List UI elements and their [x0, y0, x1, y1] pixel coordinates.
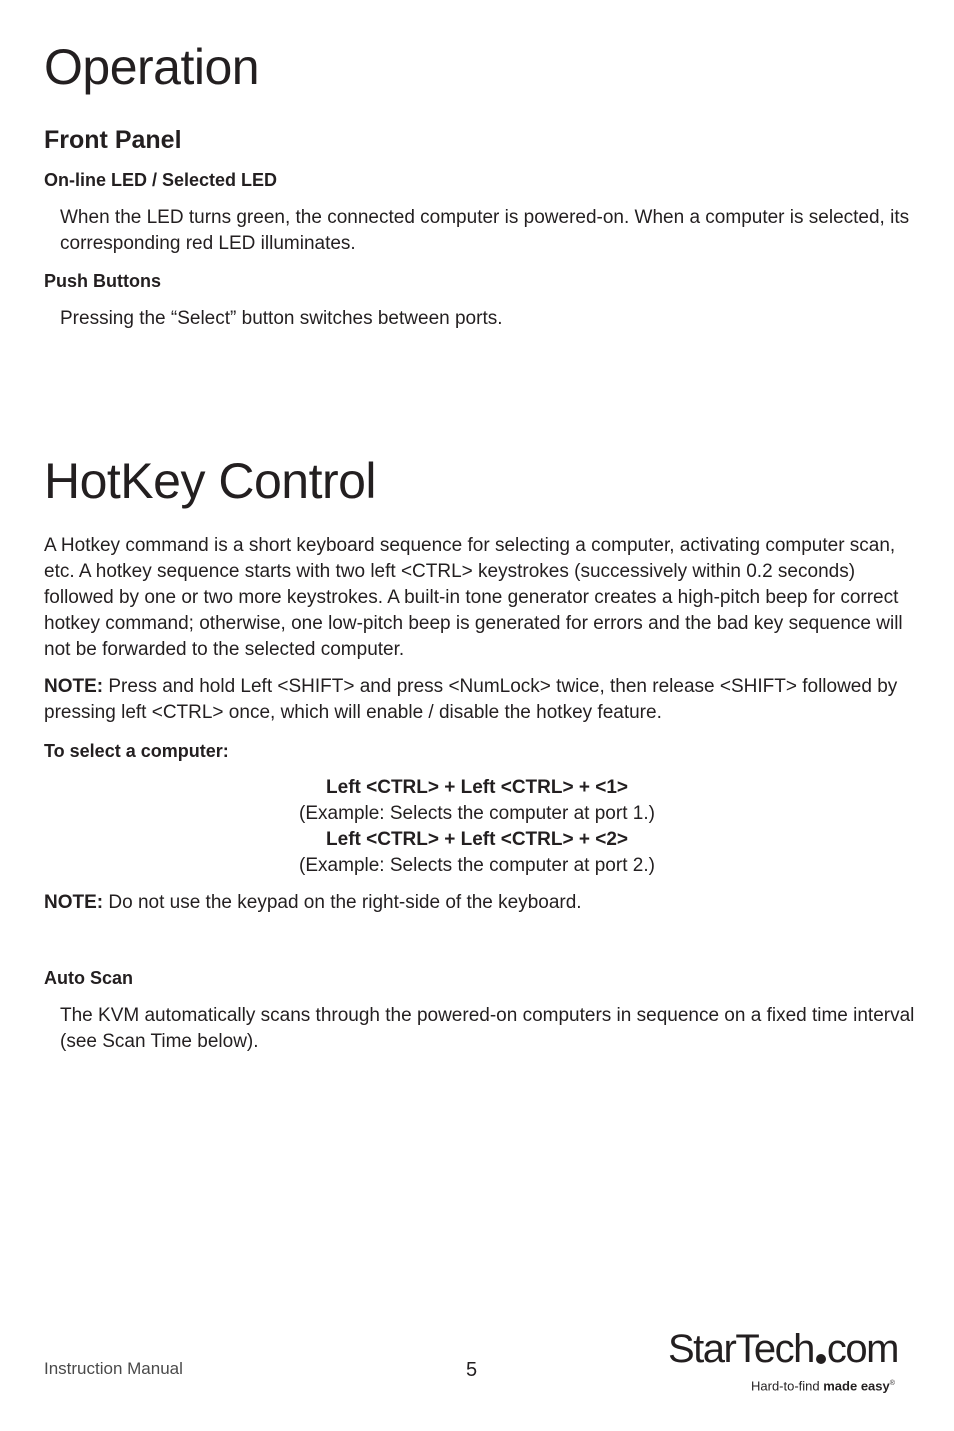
front-panel-heading: Front Panel — [44, 126, 182, 154]
page-number: 5 — [466, 1359, 478, 1381]
hotkey-note-paragraph — [44, 674, 916, 726]
operation-heading: Operation — [44, 39, 260, 95]
command-port-2: Left <CTRL> + Left <CTRL> + <2> — [326, 829, 628, 850]
startech-logo — [668, 1326, 918, 1396]
led-paragraph: When the LED turns green, the connected computer is powered-on. When a computer is selected, its corresponding red LED illuminates. — [60, 207, 910, 254]
auto-scan-subheading: Auto Scan — [44, 968, 134, 988]
logo-tagline: Hard-to-find made easy® — [751, 1378, 895, 1394]
note-text: Press and hold Left <SHIFT> and press <NumLock> twice, then release <SHIFT> followed by pressing left <CTRL> once, which will enable / disable the hotkey feature. — [44, 676, 898, 723]
command-port-1-example: (Example: Selects the computer at port 1.) — [299, 803, 655, 824]
select-computer-subheading: To select a computer: — [44, 741, 229, 761]
push-buttons-paragraph: Pressing the “Select” button switches between ports. — [60, 308, 503, 329]
hotkey-control-heading: HotKey Control — [44, 453, 377, 509]
note-label: NOTE: — [44, 676, 104, 697]
command-port-2-example: (Example: Selects the computer at port 2.) — [299, 855, 655, 876]
push-buttons-subheading: Push Buttons — [44, 271, 161, 291]
logo-wordmark: StarTech com — [668, 1327, 898, 1371]
footer-manual-label: Instruction Manual — [44, 1359, 183, 1378]
note-label: NOTE: — [44, 892, 104, 913]
command-port-1: Left <CTRL> + Left <CTRL> + <1> — [326, 777, 628, 798]
keypad-note-paragraph — [44, 890, 916, 916]
note-text: Do not use the keypad on the right-side of the keyboard. — [103, 892, 582, 913]
logo-dot-icon — [816, 1354, 826, 1364]
led-subheading: On-line LED / Selected LED — [44, 170, 278, 190]
hotkey-intro-paragraph: A Hotkey command is a short keyboard sequence for selecting a computer, activating computer scan, etc. A hotkey sequence starts with two left <CTRL> keystrokes (successively within 0.2 seconds) followed by one or two more keystrokes. A built-in tone generator creates a high-pitch beep for correct hotkey command; otherwise, one low-pitch beep is generated for errors and the bad key sequence will not be forwarded to the selected computer. — [44, 535, 903, 660]
auto-scan-paragraph: The KVM automatically scans through the powered-on computers in sequence on a fixed time interval (see Scan Time below). — [60, 1005, 915, 1052]
